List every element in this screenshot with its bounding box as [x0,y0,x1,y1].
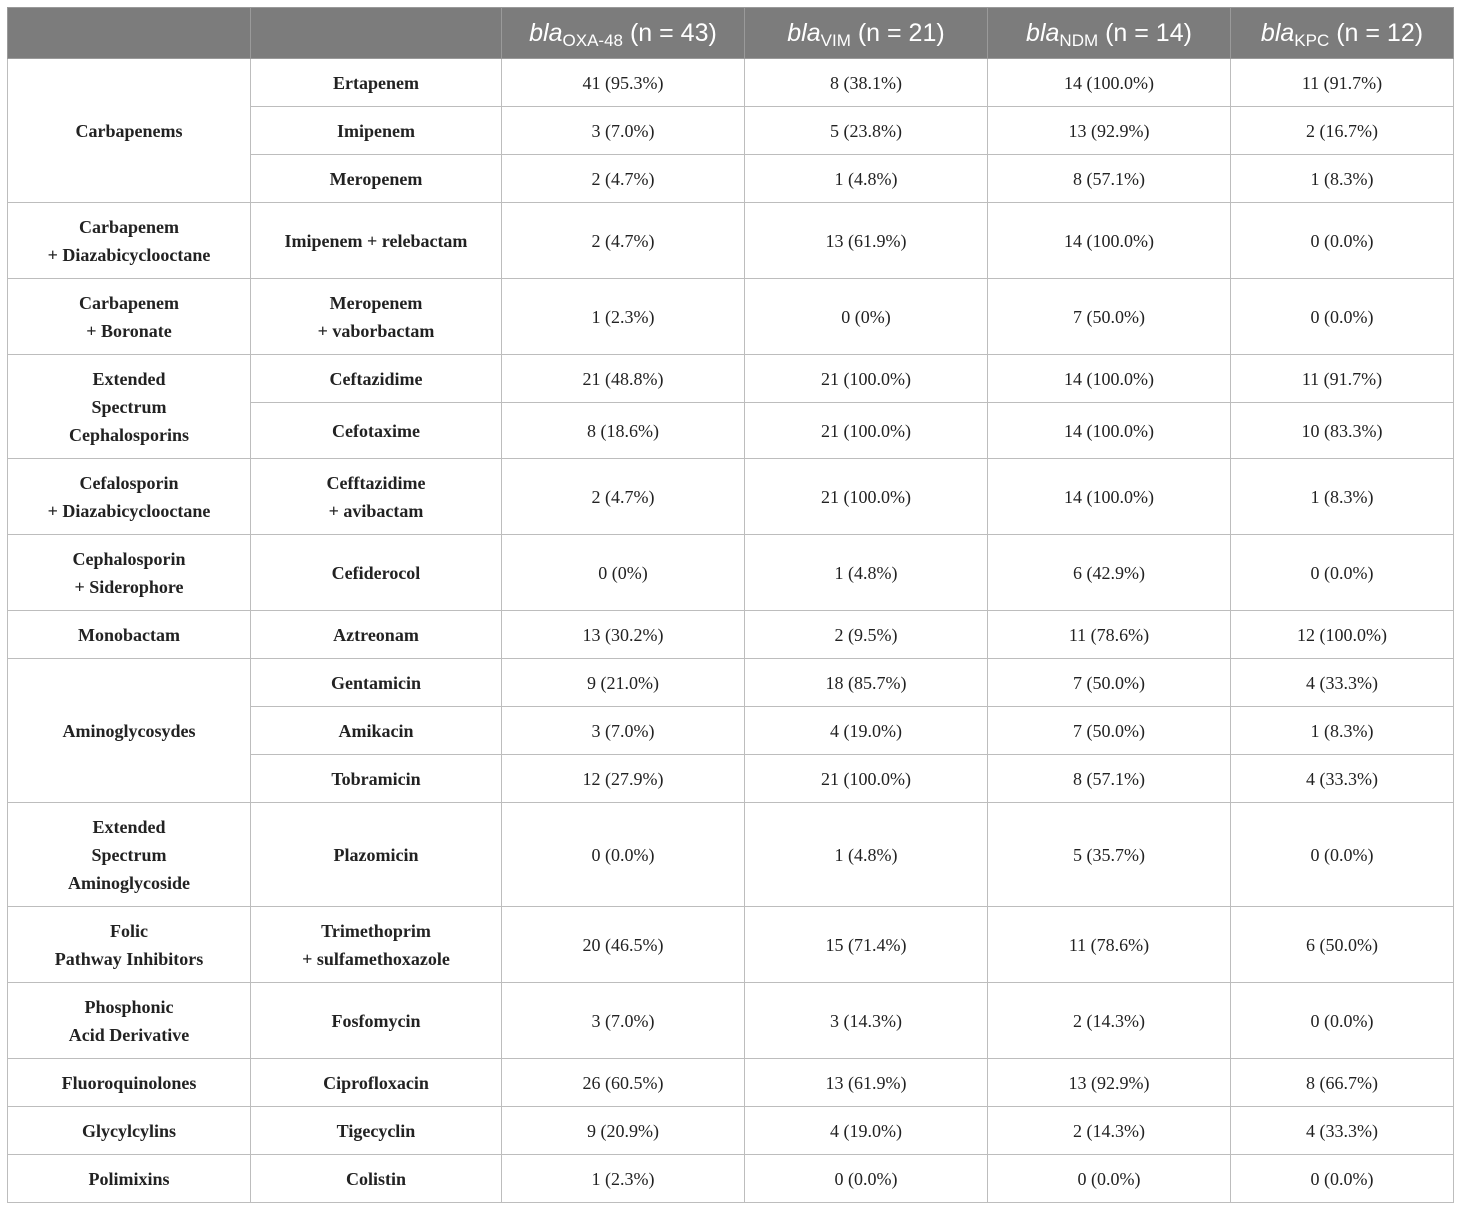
drug-class-cell: Cephalosporin + Siderophore [8,535,251,611]
table-row [8,1059,1454,1107]
resistance-table [7,7,1454,1203]
value-oxa48-cell: 8 (18.6%) [502,403,745,459]
sample-count: (n = 21) [850,19,945,47]
value-kpc-cell: 0 (0.0%) [1231,1155,1454,1203]
value-ndm-cell: 7 (50.0%) [988,707,1231,755]
sample-count: (n = 14) [1098,19,1192,47]
gene-subscript: KPC [1294,31,1330,50]
value-vim-cell: 15 (71.4%) [745,907,988,983]
value-oxa48-cell: 41 (95.3%) [502,59,745,107]
drug-class-cell: Aminoglycosydes [8,659,251,803]
drug-name-cell: Cefiderocol [251,535,502,611]
drug-name-cell: Plazomicin [251,803,502,907]
value-ndm-cell: 7 (50.0%) [988,659,1231,707]
value-ndm-cell: 0 (0.0%) [988,1155,1231,1203]
drug-name-cell: Imipenem [251,107,502,155]
drug-class-cell: Carbapenems [8,59,251,203]
value-oxa48-cell: 3 (7.0%) [502,707,745,755]
value-kpc-cell: 8 (66.7%) [1231,1059,1454,1107]
value-ndm-cell: 13 (92.9%) [988,107,1231,155]
value-ndm-cell: 14 (100.0%) [988,59,1231,107]
value-kpc-cell: 11 (91.7%) [1231,59,1454,107]
value-vim-cell: 21 (100.0%) [745,755,988,803]
table-row [8,611,1454,659]
value-kpc-cell: 0 (0.0%) [1231,983,1454,1059]
sample-count: (n = 12) [1329,19,1424,47]
value-vim-cell: 18 (85.7%) [745,659,988,707]
value-kpc-cell: 0 (0.0%) [1231,803,1454,907]
table-row [8,203,1454,279]
value-ndm-cell: 14 (100.0%) [988,355,1231,403]
value-ndm-cell: 8 (57.1%) [988,755,1231,803]
value-kpc-cell: 0 (0.0%) [1231,279,1454,355]
value-oxa48-cell: 2 (4.7%) [502,203,745,279]
value-kpc-cell: 1 (8.3%) [1231,459,1454,535]
table-row [8,803,1454,907]
table-header [8,8,1454,59]
value-kpc-cell: 0 (0.0%) [1231,203,1454,279]
value-oxa48-cell: 1 (2.3%) [502,279,745,355]
value-ndm-cell: 5 (35.7%) [988,803,1231,907]
value-vim-cell: 1 (4.8%) [745,803,988,907]
table-row [8,459,1454,535]
drug-name-cell: Tigecyclin [251,1107,502,1155]
value-kpc-cell: 4 (33.3%) [1231,1107,1454,1155]
drug-name-cell: Fosfomycin [251,983,502,1059]
value-vim-cell: 2 (9.5%) [745,611,988,659]
value-ndm-cell: 8 (57.1%) [988,155,1231,203]
value-oxa48-cell: 2 (4.7%) [502,459,745,535]
table-row [8,659,1454,707]
value-vim-cell: 1 (4.8%) [745,155,988,203]
drug-name-cell: Tobramicin [251,755,502,803]
drug-name-cell: Amikacin [251,707,502,755]
header-drug-cell [251,8,502,59]
value-oxa48-cell: 13 (30.2%) [502,611,745,659]
table-row [8,59,1454,107]
drug-name-cell: Meropenem + vaborbactam [251,279,502,355]
drug-name-cell: Ciprofloxacin [251,1059,502,1107]
table-row [8,535,1454,611]
value-vim-cell: 0 (0.0%) [745,1155,988,1203]
value-vim-cell: 3 (14.3%) [745,983,988,1059]
header-ndm [988,8,1231,59]
value-kpc-cell: 4 (33.3%) [1231,755,1454,803]
value-oxa48-cell: 3 (7.0%) [502,107,745,155]
drug-name-cell: Aztreonam [251,611,502,659]
value-oxa48-cell: 26 (60.5%) [502,1059,745,1107]
drug-name-cell: Trimethoprim + sulfamethoxazole [251,907,502,983]
value-vim-cell: 13 (61.9%) [745,203,988,279]
drug-class-cell: Extended Spectrum Aminoglycoside [8,803,251,907]
header-oxa48 [502,8,745,59]
value-oxa48-cell: 3 (7.0%) [502,983,745,1059]
value-vim-cell: 21 (100.0%) [745,355,988,403]
value-vim-cell: 21 (100.0%) [745,403,988,459]
drug-class-cell: Phosphonic Acid Derivative [8,983,251,1059]
value-kpc-cell: 4 (33.3%) [1231,659,1454,707]
value-kpc-cell: 1 (8.3%) [1231,155,1454,203]
drug-name-cell: Gentamicin [251,659,502,707]
value-ndm-cell: 11 (78.6%) [988,611,1231,659]
gene-subscript: NDM [1059,31,1099,50]
drug-class-cell: Glycylcylins [8,1107,251,1155]
header-kpc [1231,8,1454,59]
value-ndm-cell: 14 (100.0%) [988,203,1231,279]
value-vim-cell: 5 (23.8%) [745,107,988,155]
value-vim-cell: 0 (0%) [745,279,988,355]
value-ndm-cell: 6 (42.9%) [988,535,1231,611]
drug-name-cell: Ertapenem [251,59,502,107]
value-oxa48-cell: 9 (20.9%) [502,1107,745,1155]
value-kpc-cell: 10 (83.3%) [1231,403,1454,459]
value-ndm-cell: 14 (100.0%) [988,459,1231,535]
drug-class-cell: Carbapenem + Diazabicyclooctane [8,203,251,279]
value-kpc-cell: 1 (8.3%) [1231,707,1454,755]
value-oxa48-cell: 21 (48.8%) [502,355,745,403]
value-vim-cell: 8 (38.1%) [745,59,988,107]
value-vim-cell: 21 (100.0%) [745,459,988,535]
drug-class-cell: Monobactam [8,611,251,659]
drug-name-cell: Colistin [251,1155,502,1203]
value-ndm-cell: 2 (14.3%) [988,983,1231,1059]
drug-class-cell: Fluoroquinolones [8,1059,251,1107]
drug-class-cell: Extended Spectrum Cephalosporins [8,355,251,459]
drug-class-cell: Carbapenem + Boronate [8,279,251,355]
value-oxa48-cell: 0 (0.0%) [502,803,745,907]
drug-name-cell: Cefftazidime + avibactam [251,459,502,535]
value-oxa48-cell: 9 (21.0%) [502,659,745,707]
value-vim-cell: 1 (4.8%) [745,535,988,611]
value-ndm-cell: 7 (50.0%) [988,279,1231,355]
sample-count: (n = 43) [623,19,717,47]
value-kpc-cell: 2 (16.7%) [1231,107,1454,155]
drug-class-cell: Polimixins [8,1155,251,1203]
value-oxa48-cell: 2 (4.7%) [502,155,745,203]
drug-name-cell: Imipenem + relebactam [251,203,502,279]
header-row [8,8,1454,59]
gene-name: bla [787,19,821,47]
value-ndm-cell: 11 (78.6%) [988,907,1231,983]
table-body [8,59,1454,1203]
value-oxa48-cell: 20 (46.5%) [502,907,745,983]
gene-name: bla [1260,19,1295,47]
gene-subscript: VIM [820,31,851,50]
value-oxa48-cell: 12 (27.9%) [502,755,745,803]
value-vim-cell: 4 (19.0%) [745,1107,988,1155]
drug-class-cell: Cefalosporin + Diazabicyclooctane [8,459,251,535]
value-vim-cell: 4 (19.0%) [745,707,988,755]
value-ndm-cell: 2 (14.3%) [988,1107,1231,1155]
gene-name: bla [529,19,563,47]
value-kpc-cell: 11 (91.7%) [1231,355,1454,403]
table-row [8,1107,1454,1155]
header-vim [745,8,988,59]
drug-name-cell: Ceftazidime [251,355,502,403]
table-row [8,1155,1454,1203]
drug-class-cell: Folic Pathway Inhibitors [8,907,251,983]
value-kpc-cell: 12 (100.0%) [1231,611,1454,659]
table-row [8,279,1454,355]
value-kpc-cell: 0 (0.0%) [1231,535,1454,611]
table-row [8,983,1454,1059]
value-ndm-cell: 14 (100.0%) [988,403,1231,459]
table-row [8,355,1454,403]
gene-subscript: OXA-48 [562,31,624,50]
value-vim-cell: 13 (61.9%) [745,1059,988,1107]
header-class-cell [8,8,251,59]
table-row [8,907,1454,983]
drug-name-cell: Meropenem [251,155,502,203]
gene-name: bla [1026,19,1060,47]
value-ndm-cell: 13 (92.9%) [988,1059,1231,1107]
value-oxa48-cell: 0 (0%) [502,535,745,611]
value-oxa48-cell: 1 (2.3%) [502,1155,745,1203]
drug-name-cell: Cefotaxime [251,403,502,459]
value-kpc-cell: 6 (50.0%) [1231,907,1454,983]
